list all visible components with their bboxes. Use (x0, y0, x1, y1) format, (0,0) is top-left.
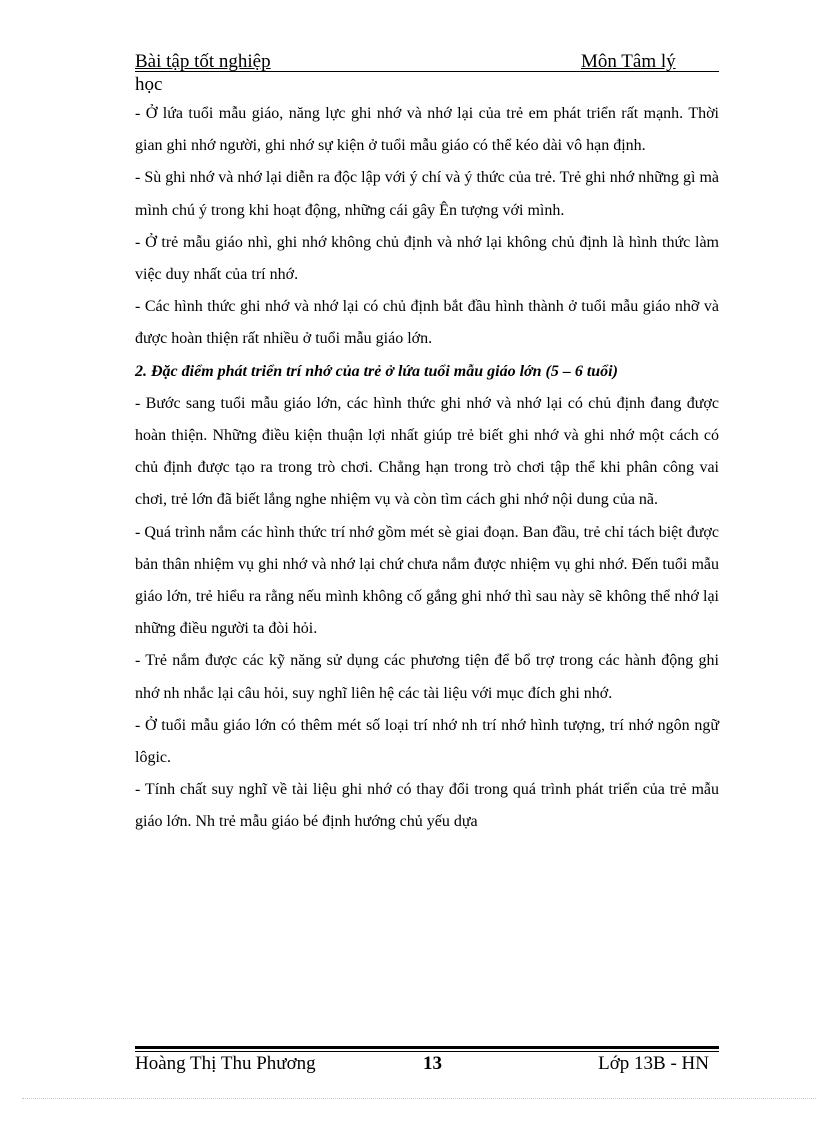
header-title-wrap: học (135, 74, 163, 95)
paragraph-stages: - Quá trình nắm các hình thức trí nhớ gồm mét sè giai đoạn. Ban đầu, trẻ chỉ tách biệt được bản thân nhiệm vụ ghi nhớ và nhớ lại chứ chưa nắm được nhiệm vụ ghi nhớ. Đến tuổi mẫu giáo lớn, trẻ hiểu ra rằng nếu mình không cố gắng ghi nhớ thì sau này sẽ không thể nhớ lại những điều người ta đòi hỏi. (135, 523, 719, 638)
paragraph-middle-group: - Ở trẻ mẫu giáo nhì, ghi nhớ không chủ định và nhớ lại không chủ định là hình thức làm việc duy nhất của trí nhớ. (135, 233, 719, 284)
document-body (135, 98, 719, 839)
paragraph-thinking: - Tính chất suy nghĩ về tài liệu ghi nhớ có thay đổi trong quá trình phát triển của trẻ mẫu giáo lớn. Nh trẻ mẫu giáo bé định hướng chủ yếu dựa (135, 781, 719, 831)
section-heading: 2. Đặc điểm phát triển trí nhớ của trẻ ở lứa tuổi mẫu giáo lớn (5 – 6 tuổi) (135, 362, 618, 380)
footer-author: Hoàng Thị Thu Phương (135, 1053, 316, 1074)
header-title-right: Môn Tâm lý (581, 51, 676, 72)
page-header (135, 50, 719, 76)
paragraph-memory-capacity: - Ở lứa tuổi mẫu giáo, năng lực ghi nhớ và nhớ lại của trẻ em phát triển rất mạnh. Thời gian ghi nhớ người, ghi nhớ sự kiện ở tuổi mẫu giáo có thể kéo dài vô hạn định. (135, 105, 719, 155)
page-footer (135, 1053, 719, 1077)
paragraph-memory-types: - Ở tuổi mẫu giáo lớn có thêm mét số loại trí nhớ nh trí nhớ hình tượng, trí nhớ ngôn ngữ lôgic. (135, 716, 719, 767)
footer-rule-thin (135, 1051, 719, 1052)
paragraph-senior-group: - Bước sang tuổi mẫu giáo lớn, các hình thức ghi nhớ và nhớ lại có chủ định đang được hoàn thiện. Những điều kiện thuận lợi nhất giúp trẻ biết ghi nhớ và ghi nhớ một cách có chủ định được tạo ra trong trò chơi. Chẳng hạn trong trò chơi tập thể khi phân công vai chơi, trẻ lớn đã biết lắng nghe nhiệm vụ và còn tìm cách ghi nhớ nội dung của nã. (135, 394, 719, 509)
page-edge-divider (22, 1098, 816, 1099)
header-underline (135, 71, 719, 72)
header-title-left: Bài tập tốt nghiệp (135, 51, 271, 72)
paragraph-skills: - Trẻ nắm được các kỹ năng sử dụng các phương tiện để bổ trợ trong các hành động ghi nhớ nh nhắc lại câu hỏi, suy nghĩ liên hệ các tài liệu với mục đích ghi nhớ. (135, 652, 719, 702)
footer-rule-thick (135, 1046, 719, 1049)
paragraph-voluntary-forms: - Các hình thức ghi nhớ và nhớ lại có chủ định bắt đầu hình thành ở tuổi mẫu giáo nhỡ và được hoàn thiện rất nhiều ở tuổi mẫu giáo lớn. (135, 298, 719, 348)
page-number: 13 (423, 1053, 442, 1074)
footer-class: Lớp 13B - HN (598, 1053, 709, 1074)
paragraph-involuntary-memory: - Sù ghi nhớ và nhớ lại diễn ra độc lập với ý chí và ý thức của trẻ. Trẻ ghi nhớ những gì mà mình chú ý trong khi hoạt động, những cái gây Ên tượng với mình. (135, 169, 719, 219)
